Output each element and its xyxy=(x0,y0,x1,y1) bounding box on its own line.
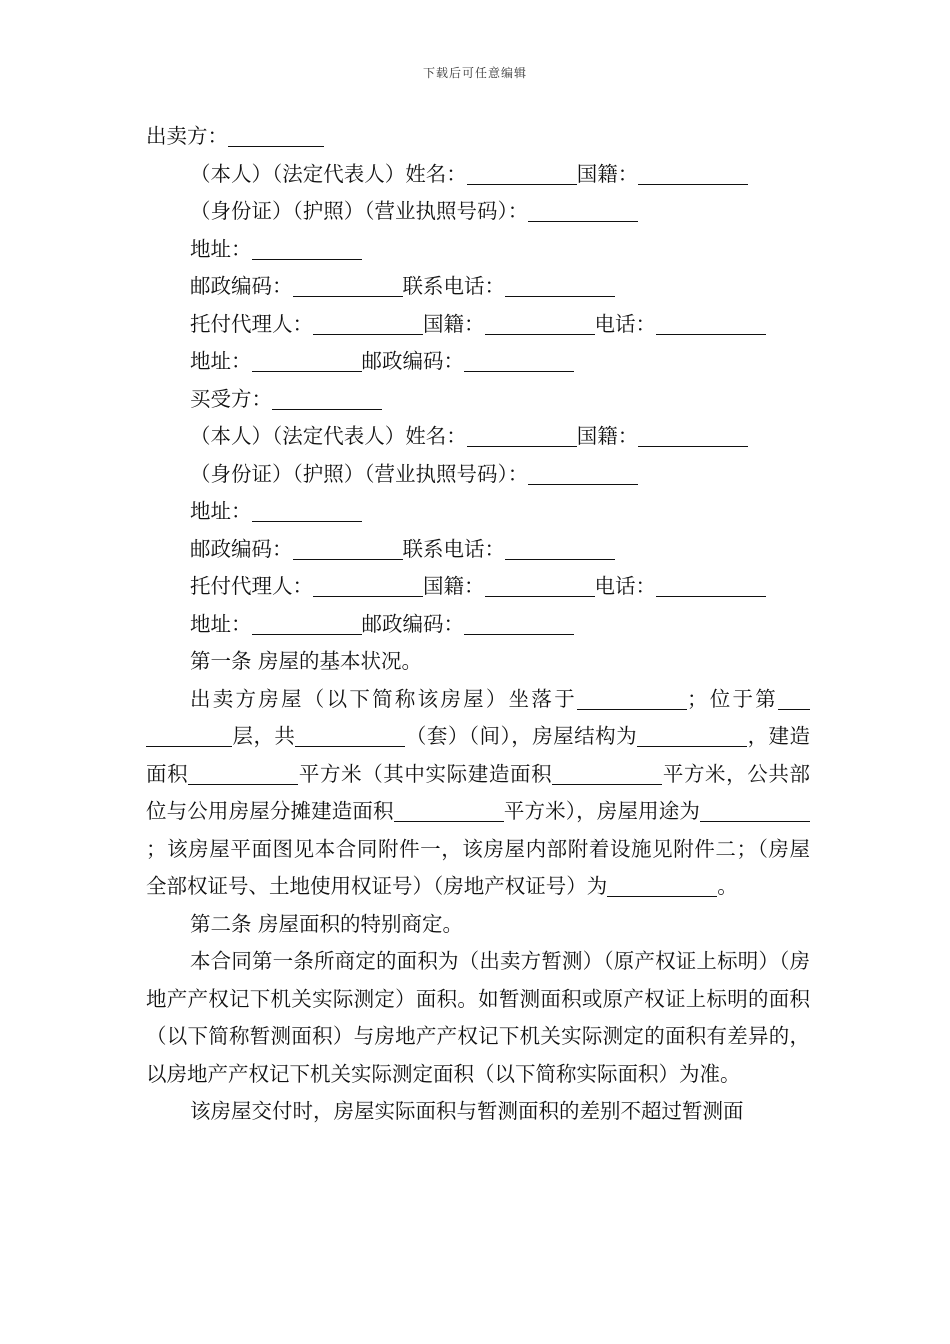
seller-name-label: （本人）（法定代表人）姓名： xyxy=(190,161,467,186)
article1-text-7: 平方米，公共部位与公用房屋分摊建造面积 xyxy=(146,761,811,823)
seller-agent-line xyxy=(146,306,810,344)
buyer-agent-nationality-blank[interactable] xyxy=(485,570,595,597)
buyer-name-line xyxy=(146,418,810,456)
floor-blank-part1[interactable] xyxy=(778,685,810,710)
seller-phone-blank[interactable] xyxy=(505,270,615,297)
floor-blank-part2[interactable] xyxy=(146,722,232,747)
buyer-title: 买受方： xyxy=(190,386,272,411)
buyer-title-line xyxy=(146,381,810,419)
article1-text-9: ；该房屋平面图见本合同附件一，该房屋内部附着设施见附件二；（房屋全部权证号、土地使用权证号）（房地产权证号）为 xyxy=(146,836,810,898)
article1-text-6: 平方米（其中实际建造面积 xyxy=(298,761,553,786)
header-note: 下载后可任意编辑 xyxy=(422,66,527,80)
certificate-number-blank[interactable] xyxy=(607,872,717,897)
buyer-postal-line xyxy=(146,531,810,569)
seller-person-name-blank[interactable] xyxy=(467,158,577,185)
buyer-address-label: 地址： xyxy=(190,499,252,523)
building-area-blank[interactable] xyxy=(188,760,298,785)
article1-text-2: ；位于第 xyxy=(686,686,779,711)
article1-text-1: 出卖方房屋（以下简称该房屋）坐落于 xyxy=(190,686,577,711)
seller-address-label: 地址： xyxy=(190,236,252,261)
seller-postal-blank[interactable] xyxy=(293,270,403,297)
buyer-person-name-blank[interactable] xyxy=(467,420,577,447)
article1-text-4: （套）（间），房屋结构为 xyxy=(405,724,638,748)
buyer-postal-label: 邮政编码： xyxy=(190,536,293,561)
buyer-agent-phone-blank[interactable] xyxy=(656,570,766,597)
article1-text-5: ，建造面积 xyxy=(146,724,811,786)
seller-postal-line xyxy=(146,268,810,306)
shared-area-blank[interactable] xyxy=(394,797,504,822)
buyer-agent-blank[interactable] xyxy=(313,570,423,597)
article2-heading: 第二条 房屋面积的特别商定。 xyxy=(190,911,464,936)
buyer-id-label: （身份证）（护照）（营业执照号码）： xyxy=(190,461,529,486)
article2-paragraph-2: 该房屋交付时，房屋实际面积与暂测面积的差别不超过暂测面 xyxy=(190,1099,744,1123)
seller-postal-label: 邮政编码： xyxy=(190,274,293,298)
buyer-address-line xyxy=(146,493,810,531)
total-floors-blank[interactable] xyxy=(295,722,405,747)
seller-agent-address-label: 地址： xyxy=(190,349,252,373)
buyer-nationality-blank[interactable] xyxy=(638,420,748,447)
article1-text-10: 。 xyxy=(717,874,738,898)
seller-agent-nationality-label: 国籍： xyxy=(423,311,485,336)
article1-text-8: 平方米），房屋用途为 xyxy=(503,799,701,823)
seller-name-blank[interactable] xyxy=(228,120,324,147)
seller-agent-nationality-blank[interactable] xyxy=(485,308,595,335)
seller-agent-address-blank[interactable] xyxy=(252,345,362,372)
buyer-address-blank[interactable] xyxy=(252,495,362,522)
buyer-agent-phone-label: 电话： xyxy=(594,574,656,598)
seller-address-line xyxy=(146,231,810,269)
buyer-phone-label: 联系电话： xyxy=(402,536,505,561)
seller-agent-postal-label: 邮政编码： xyxy=(361,349,464,373)
buyer-agent-address-blank[interactable] xyxy=(252,608,362,635)
seller-agent-label: 托付代理人： xyxy=(190,311,313,336)
seller-agent-address-line xyxy=(146,343,810,381)
buyer-name-label: （本人）（法定代表人）姓名： xyxy=(190,424,467,448)
buyer-nationality-label: 国籍： xyxy=(576,424,639,448)
seller-phone-label: 联系电话： xyxy=(402,274,505,298)
location-blank[interactable] xyxy=(577,685,687,710)
seller-agent-postal-blank[interactable] xyxy=(464,345,574,372)
buyer-agent-postal-label: 邮政编码： xyxy=(361,611,464,636)
buyer-agent-postal-blank[interactable] xyxy=(464,608,574,635)
seller-agent-phone-blank[interactable] xyxy=(656,308,766,335)
buyer-agent-line xyxy=(146,568,810,606)
buyer-agent-address-label: 地址： xyxy=(190,611,252,636)
buyer-agent-label: 托付代理人： xyxy=(190,574,313,598)
seller-agent-phone-label: 电话： xyxy=(594,311,656,336)
buyer-id-blank[interactable] xyxy=(528,458,638,485)
seller-title-line xyxy=(146,118,810,156)
seller-id-blank[interactable] xyxy=(528,195,638,222)
seller-title: 出卖方： xyxy=(146,124,228,148)
seller-nationality-blank[interactable] xyxy=(638,158,748,185)
article1-text-3: 层，共 xyxy=(232,724,296,748)
article1-heading: 第一条 房屋的基本状况。 xyxy=(190,649,423,673)
seller-agent-blank[interactable] xyxy=(313,308,423,335)
seller-nationality-label: 国籍： xyxy=(576,161,639,186)
seller-id-label: （身份证）（护照）（营业执照号码）： xyxy=(190,199,529,223)
buyer-agent-address-line xyxy=(146,606,810,644)
seller-name-line xyxy=(146,156,810,194)
structure-blank[interactable] xyxy=(637,722,747,747)
usage-blank[interactable] xyxy=(700,797,810,822)
article1-paragraph xyxy=(146,681,810,906)
seller-address-blank[interactable] xyxy=(252,233,362,260)
buyer-postal-blank[interactable] xyxy=(293,533,403,560)
actual-area-blank[interactable] xyxy=(552,760,662,785)
seller-id-line xyxy=(146,193,810,231)
contract-body xyxy=(146,118,810,1131)
buyer-id-line xyxy=(146,456,810,494)
buyer-name-blank[interactable] xyxy=(272,383,382,410)
article2-paragraph-1: 本合同第一条所商定的面积为（出卖方暂测）（原产权证上标明）（房地产产权记下机关实际测定）面积。如暂测面积或原产权证上标明的面积（以下简称暂测面积）与房地产产权记下机关实际测定的面积有差异的，以房地产产权记下机关实际测定面积（以下简称实际面积）为准。 xyxy=(146,949,810,1086)
buyer-agent-nationality-label: 国籍： xyxy=(423,574,485,598)
buyer-phone-blank[interactable] xyxy=(505,533,615,560)
